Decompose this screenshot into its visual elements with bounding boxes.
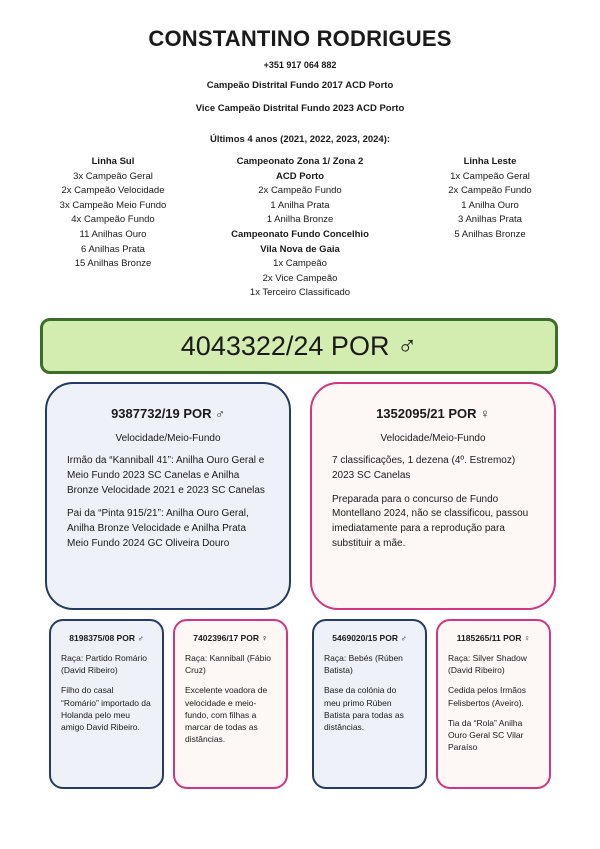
header (0, 26, 600, 145)
grandparent-ring: 8198375/08 POR ♂ (69, 633, 144, 643)
column-heading: Linha Sul (91, 156, 135, 167)
title-vice-champion: Vice Campeão Distrital Fundo 2023 ACD Porto (195, 103, 405, 114)
sire-card (45, 382, 291, 610)
result-item: 15 Anilhas Bronze (74, 258, 152, 270)
sire-ring: 9387732/19 POR ♂ (111, 406, 225, 421)
grandsire-paternal-card (49, 619, 164, 789)
granddam-paternal-card (173, 619, 288, 789)
result-item: 2x Vice Campeão (262, 272, 338, 284)
pigeon-ring: 4043322/24 POR ♂ (180, 330, 418, 361)
granddam-maternal-card (436, 619, 551, 789)
result-item: 3 Anilhas Prata (458, 214, 522, 226)
result-item: 1x Terceiro Classificado (249, 287, 351, 299)
dam-description: Preparada para o concurso de Fundo Montellano 2024, não se classificou, passou imediatamente para a reprodução para substituir a mãe. (332, 493, 529, 549)
dam-results: 7 classificações, 1 dezena (4º. Estremoz) 2023 SC Canelas (332, 455, 516, 481)
grandparent-breed: Raça: Silver Shadow (David Ribeiro) (448, 653, 527, 676)
grandparent-origin: Cedida pelos Irmãos Felisbertos (Aveiro). (448, 685, 526, 708)
grandparent-breed: Raça: Kanniball (Fábio Cruz) (185, 653, 271, 676)
result-item: 4x Campeão Fundo (71, 214, 155, 226)
pigeon-ring-box (40, 318, 558, 374)
result-item: 1x Campeão (273, 258, 327, 270)
result-item: 1 Anilha Bronze (266, 214, 334, 226)
title-district-champion: Campeão Distrital Fundo 2017 ACD Porto (206, 80, 394, 91)
sire-category: Velocidade/Meio-Fundo (115, 433, 221, 444)
result-item: 3x Campeão Geral (73, 170, 153, 182)
result-item: 3x Campeão Meio Fundo (59, 199, 167, 211)
column-heading: Campeonato Fundo Concelhio (231, 228, 369, 240)
column-linha-leste (410, 155, 570, 243)
dam-ring: 1352095/21 POR ♀ (376, 406, 490, 421)
column-subheading: Vila Nova de Gaia (260, 243, 340, 255)
dam-card (310, 382, 556, 610)
result-item: 5 Anilhas Bronze (454, 228, 526, 240)
column-heading: Campeonato Zona 1/ Zona 2 (236, 156, 364, 167)
sire-description: Irmão da “Kanniball 41”: Anilha Ouro Geral e Meio Fundo 2023 SC Canelas e Anilha Bronze Velocidade 2021 e 2023 SC Canelas (67, 455, 265, 496)
result-item: 1x Campeão Geral (450, 170, 530, 182)
result-item: 6 Anilhas Prata (81, 243, 145, 255)
sire-offspring: Pai da “Pinta 915/21”: Anilha Ouro Geral, Anilha Bronze Velocidade e Anilha Prata Meio Fundo 2024 GC Oliveira Douro (67, 508, 249, 549)
result-item: 1 Anilha Ouro (461, 199, 519, 211)
result-item: 2x Campeão Fundo (448, 185, 532, 197)
grandparent-breed: Raça: Bebés (Rúben Batista) (324, 653, 403, 676)
grandparent-description: Tia da “Rola” Anilha Ouro Geral SC Vilar Paraíso (448, 717, 524, 753)
column-heading: Linha Leste (463, 156, 517, 167)
grandsire-maternal-card (312, 619, 427, 789)
last-years-heading: Últimos 4 anos (2021, 2022, 2023, 2024): (209, 134, 391, 145)
column-zona (210, 155, 390, 301)
grandparent-description: Base da colónia do meu primo Rúben Batista para todas as distâncias. (324, 685, 404, 733)
result-item: 2x Campeão Fundo (258, 185, 342, 197)
grandparent-ring: 7402396/17 POR ♀ (193, 633, 268, 643)
grandparent-description: Filho do casal “Romário” importado da Holanda pelo meu amigo David Ribeiro. (61, 685, 151, 733)
column-subheading: ACD Porto (275, 170, 325, 182)
column-linha-sul (38, 155, 188, 272)
result-item: 1 Anilha Prata (270, 199, 330, 211)
dam-category: Velocidade/Meio-Fundo (380, 433, 486, 444)
phone-number: +351 917 064 882 (263, 60, 337, 70)
grandparent-ring: 1185265/11 POR ♀ (456, 633, 531, 643)
owner-name: CONSTANTINO RODRIGUES (148, 26, 452, 51)
result-item: 2x Campeão Velocidade (61, 185, 165, 197)
grandparent-ring: 5469020/15 POR ♂ (332, 633, 407, 643)
grandparent-breed: Raça: Partido Romário (David Ribeiro) (61, 653, 147, 676)
result-item: 11 Anilhas Ouro (79, 228, 147, 240)
grandparent-description: Excelente voadora de velocidade e meio-fundo, com filhas a marcar de todas as distâncias. (185, 685, 268, 745)
